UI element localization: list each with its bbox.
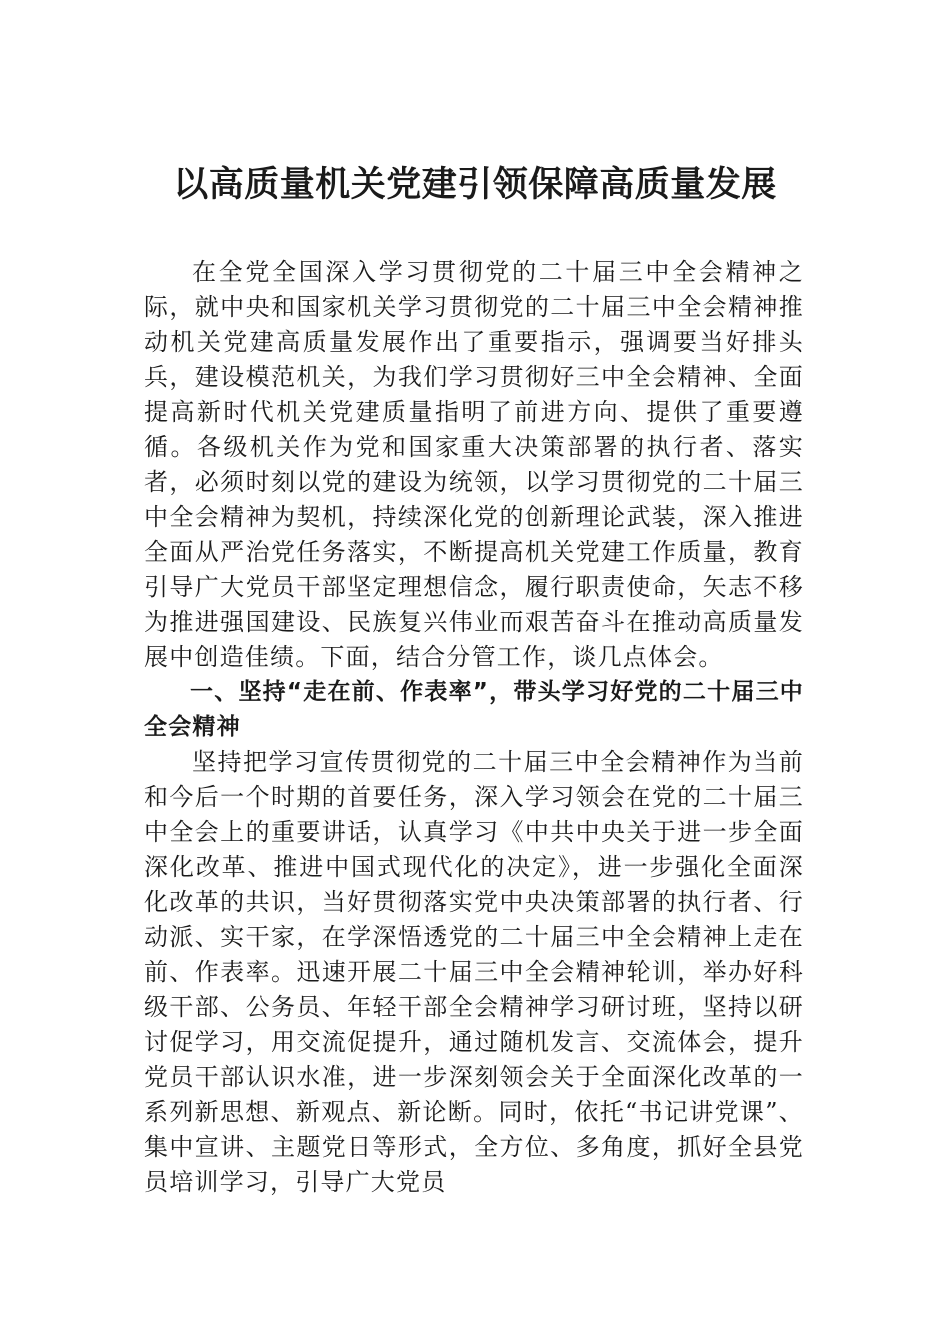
body-paragraph: 在全党全国深入学习贯彻党的二十届三中全会精神之际，就中央和国家机关学习贯彻党的二十届三中全会精神推动机关党建高质量发展作出了重要指示，强调要当好排头兵，建设模范机关，为我们学习贯彻好三中全会精神、全面提高新时代机关党建质量指明了前进方向、提供了重要遵循。各级机关作为党和国家重大决策部署的执行者、落实者，必须时刻以党的建设为统领，以学习贯彻党的二十届三中全会精神为契机，持续深化党的创新理论武装，深入推进全面从严治党任务落实，不断提高机关党建工作质量，教育引导广大党员干部坚定理想信念，履行职责使命，矢志不移为推进强国建设、民族复兴伟业而艰苦奋斗在推动高质量发展中创造佳绩。下面，结合分管工作，谈几点体会。 — [144, 258, 804, 671]
document-title: 以高质量机关党建引领保障高质量发展 — [173, 164, 777, 205]
body-paragraph: 坚持把学习宣传贯彻党的二十届三中全会精神作为当前和今后一个时期的首要任务，深入学习领会在党的二十届三中全会上的重要讲话，认真学习《中共中央关于进一步全面深化改革、推进中国式现代化的决定》，进一步强化全面深化改革的共识，当好贯彻落实党中央决策部署的执行者、行动派、实干家，在学深悟透党的二十届三中全会精神上走在前、作表率。迅速开展二十届三中全会精神轮训，举办好科级干部、公务员、年轻干部全会精神学习研讨班，坚持以研讨促学习，用交流促提升，通过随机发言、交流体会，提升党员干部认识水准，进一步深刻领会关于全面深化改革的一系列新思想、新观点、新论断。同时，依托“书记讲党课”、集中宣讲、主题党日等形式，全方位、多角度，抓好全县党员培训学习，引导广大党员 — [144, 748, 804, 1196]
section-heading: 一、坚持“走在前、作表率”，带头学习好党的二十届三中全会精神 — [144, 679, 804, 740]
document-body — [144, 255, 804, 1200]
